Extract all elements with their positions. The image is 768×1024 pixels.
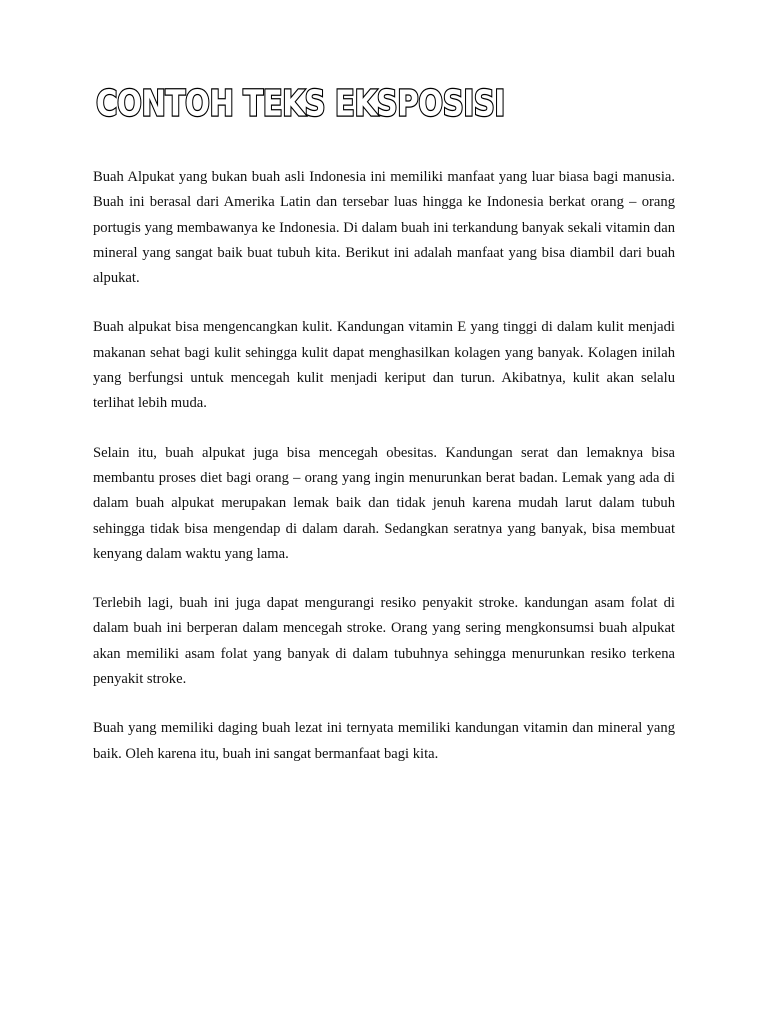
paragraph-skin: Buah alpukat bisa mengencangkan kulit. Kandungan vitamin E yang tinggi di dalam kulit menjadi makanan sehat bagi kulit sehingga kulit dapat menghasilkan kolagen yang banyak. Kolagen inilah yang berfungsi untuk mencegah kulit menjadi keriput dan turun. Akibatnya, kulit akan selalu terlihat lebih muda. <box>93 319 675 412</box>
document-title: CONTOH TEKS EKSPOSISI <box>96 82 505 125</box>
paragraph-conclusion: Buah yang memiliki daging buah lezat ini ternyata memiliki kandungan vitamin dan mineral yang baik. Oleh karena itu, buah ini sangat bermanfaat bagi kita. <box>93 720 675 762</box>
paragraph-stroke: Terlebih lagi, buah ini juga dapat mengurangi resiko penyakit stroke. kandungan asam folat di dalam buah ini berperan dalam mencegah stroke. Orang yang sering mengkonsumsi buah alpukat akan memiliki asam folat yang banyak di dalam tubuhnya sehingga menurunkan resiko terkena penyakit stroke. <box>93 595 675 688</box>
paragraph-intro: Buah Alpukat yang bukan buah asli Indonesia ini memiliki manfaat yang luar biasa bagi manusia. Buah ini berasal dari Amerika Latin dan tersebar luas hingga ke Indonesia berkat orang – orang portugis yang membawanya ke Indonesia. Di dalam buah ini terkandung banyak sekali vitamin dan mineral yang sangat baik buat tubuh kita. Berikut ini adalah manfaat yang bisa diambil dari buah alpukat. <box>93 169 675 287</box>
paragraph-obesity: Selain itu, buah alpukat juga bisa mencegah obesitas. Kandungan serat dan lemaknya bisa membantu proses diet bagi orang – orang yang ingin menurunkan berat badan. Lemak yang ada di dalam buah alpukat merupakan lemak baik dan tidak jenuh karena mudah larut dalam tubuh sehingga tidak bisa mengendap di dalam darah. Sedangkan seratnya yang banyak, bisa membuat kenyang dalam waktu yang lama. <box>93 444 675 562</box>
document-body <box>93 165 675 791</box>
